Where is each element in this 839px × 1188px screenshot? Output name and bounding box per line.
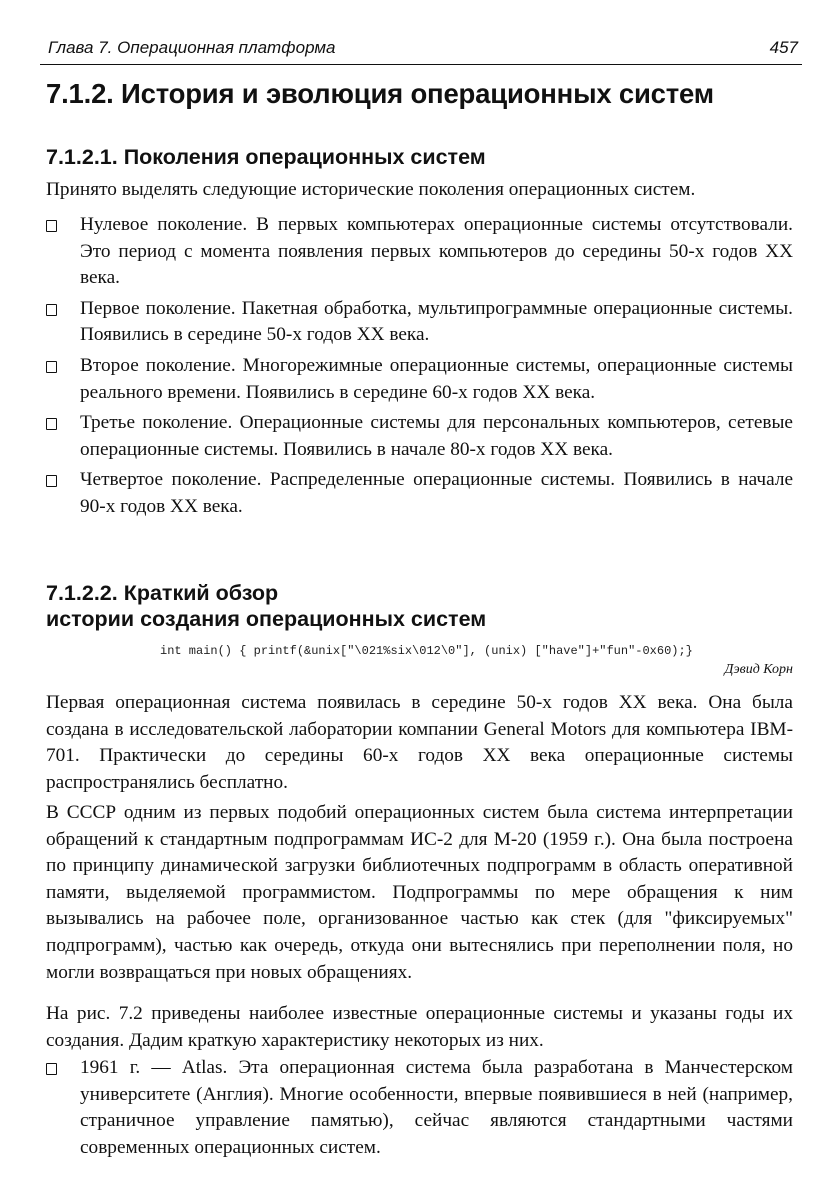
intro-paragraph: Принято выделять следующие исторические поколения операционных систем. [46, 179, 696, 200]
page-number: 457 [769, 38, 798, 57]
list-item [44, 296, 793, 349]
checkbox-bullet-icon [46, 220, 57, 232]
generations-list [44, 212, 793, 525]
paragraph: На рис. 7.2 приведены наиболее известные операционные системы и указаны годы их создания. Дадим краткую характеристику некоторых из них. [46, 1003, 793, 1051]
checkbox-bullet-icon [46, 475, 57, 487]
list-item-text: Третье поколение. Операционные системы для персональных компьютеров, сетевые операционные системы. Появились в начале 80-х годов XX века. [80, 412, 793, 460]
section-heading: 7.1.2. История и эволюция операционных систем [46, 78, 714, 109]
epigraph-code: int main() { printf(&unix["\021%six\012\0"], (unix) ["have"]+"fun"-0x60);} [160, 644, 693, 658]
list-item-text: Второе поколение. Многорежимные операционные системы, операционные системы реального времени. Появились в середине 60-х годов XX века. [80, 354, 793, 403]
subsection-heading-generations: 7.1.2.1. Поколения операционных систем [46, 145, 486, 169]
list-item [44, 467, 793, 520]
os-history-list [44, 1055, 793, 1161]
list-item-text: Четвертое поколение. Распределенные операционные системы. Появились в начале 90-х годов XX века. [80, 469, 793, 517]
chapter-title: Глава 7. Операционная платформа [48, 38, 336, 57]
epigraph-author: Дэвид Корн [724, 662, 793, 677]
checkbox-bullet-icon [46, 304, 57, 316]
paragraph: В СССР одним из первых подобий операционных систем была система интерпретации обращений к стандартным подпрограммам ИС-2 для М-20 (1959 г.). Она была построена по принципу динамической загрузки библиотечных подпрограмм в область оперативной памяти, выделяемой программистом. Подпрограммы по мере обращения к ним вызывались на рабочее поле, организованное частью как стек (для "фиксируемых" подпрограмм), частью как очередь, откуда они вытеснялись при переполнении поля, но могли возвращаться при новых обращениях. [46, 802, 793, 983]
list-item-text: Нулевое поколение. В первых компьютерах операционные системы отсутствовали. Это период с момента появления первых компьютеров до середины 50-х годов XX века. [80, 214, 793, 289]
list-item [44, 212, 793, 292]
running-header [40, 36, 802, 65]
paragraph: Первая операционная система появилась в середине 50-х годов XX века. Она была создана в исследовательской лаборатории компании General Motors для компьютера IBM-701. Практически до середины 60-х годов XX века операционные системы распространялись бесплатно. [46, 692, 793, 793]
checkbox-bullet-icon [46, 361, 57, 373]
subsection-heading-line1: 7.1.2.2. Краткий обзор [46, 581, 279, 605]
list-item-text: 1961 г. — Atlas. Эта операционная система была разработана в Манчестерском университете (Англия). Многие особенности, впервые появившиеся в ней (например, страничное управление памятью), сейчас являются стандартными частями современных операционных систем. [80, 1057, 793, 1158]
list-item [44, 353, 793, 406]
checkbox-bullet-icon [46, 1063, 57, 1075]
subsection-heading-line2: истории создания операционных систем [46, 607, 487, 631]
subsection-heading-history [46, 580, 486, 632]
list-item [44, 410, 793, 463]
checkbox-bullet-icon [46, 418, 57, 430]
list-item [44, 1055, 793, 1161]
list-item-text: Первое поколение. Пакетная обработка, мультипрограммные операционные системы. Появились в середине 50-х годов XX века. [80, 297, 793, 346]
